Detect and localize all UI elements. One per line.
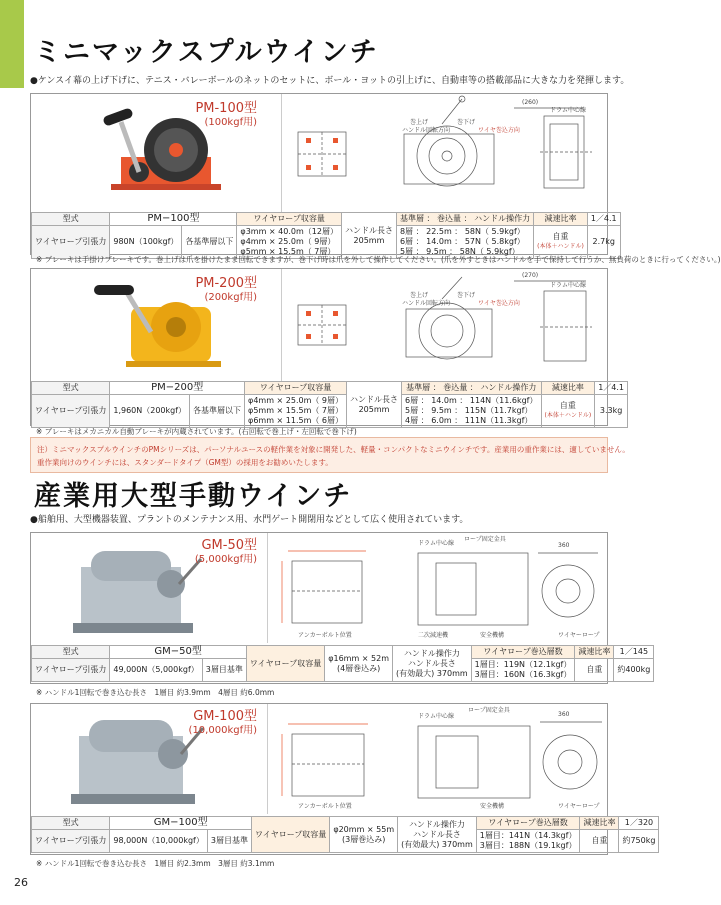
caution-note bbox=[30, 437, 630, 473]
gm50-card bbox=[30, 532, 651, 684]
gm100-card bbox=[30, 703, 656, 855]
pm200-dim-270: (270) bbox=[522, 272, 539, 279]
gm100-model-title: GM-100型 (10,000kgf用) bbox=[188, 709, 257, 736]
gm50-dim-360: 360 bbox=[558, 542, 570, 549]
gm100-spec-table: 型式 GM−100型 ワイヤロープ収容量 φ20mm × 55m (3層巻込み) ハンドル操作力 ハンドル長さ (有効最大) 370mm ワイヤロープ巻込層数 減速比率 1／320 ワイヤロープ引張力 98,000N（10,000kgf） 3層目基準 1層目：141N（14.3kgf） 3層目：188N（19.1kgf） 自重 約750kg bbox=[31, 816, 659, 853]
caution-line-2: 重作業向けのウインチには、スタンダードタイプ（GM型）の採用をお勧めいたします。 bbox=[37, 458, 333, 467]
gm100-dim-360: 360 bbox=[558, 711, 570, 718]
pm200-label-drum: ドラム中心線 bbox=[550, 282, 586, 289]
title-accent-band bbox=[0, 0, 24, 88]
gm100-label-gear: ロープ固定金具 bbox=[468, 707, 510, 714]
pm200-drawings bbox=[281, 269, 607, 381]
gm50-model-title: GM-50型 (5,000kgf用) bbox=[194, 538, 257, 565]
pm200-note: ※ ブレーキはメカニカル自動ブレーキが内蔵されています。(右回転で巻上げ・左回転で巻下げ) bbox=[36, 427, 357, 436]
gm50-label-safety: 安全機構 bbox=[480, 632, 505, 639]
gm50-label-gear: ロープ固定金具 bbox=[464, 536, 506, 543]
pm200-spec-table: 型式 PM−200型 ワイヤロープ収容量 ハンドル長さ 205mm 基準層 ： 巻込量 ： ハンドル操作力 減速比率 1／4.1 ワイヤロープ引張力 1,960N（200kgf） 各基準層以下 φ4mm × 25.0m（ 9層） φ5mm × 15.5m（ 7層） φ6mm × 11.5m（ 6層） 6層 ： 14.0m ： 114N（11.6kgf） 5層 ： 9.5m ： 115N（11.7kgf） 4層 ： 6.0m ： 111N（11.3kgf） 自重 (本体＋ハンドル) 3.3kg bbox=[31, 381, 628, 428]
gm100-label-rope: ワイヤーロープ bbox=[558, 803, 600, 810]
page-number: 26 bbox=[14, 876, 28, 889]
pm200-label-rope: ワイヤ巻込方向 bbox=[478, 300, 520, 307]
pm100-note: ※ ブレーキは手掛けブレーキです。巻上げは爪を掛けたまま回転できますが、巻下げ時は爪を外して操作してください。(爪を外すときはハンドルを手で保持して行うか、無負荷のときに行ってください。) bbox=[36, 255, 721, 264]
pm100-label-rope: ワイヤ巻込方向 bbox=[478, 127, 520, 134]
pm100-label-handle: ハンドル回転方向 bbox=[402, 127, 451, 134]
gm100-drawings bbox=[267, 704, 608, 814]
pm100-drawings bbox=[281, 94, 607, 212]
pm100-dim-260: (260) bbox=[522, 99, 539, 106]
gm50-photo bbox=[61, 539, 211, 639]
gm50-label-anchor: アンカーボルト位置 bbox=[298, 632, 352, 639]
pm200-card bbox=[30, 268, 624, 426]
pm100-spec-table: 型式 PM−100型 ワイヤロープ収容量 ハンドル長さ 205mm 基準層 ： 巻込量 ： ハンドル操作力 減速比率 1／4.1 ワイヤロープ引張力 980N（100kgf） 各基準層以下 φ3mm × 40.0m（12層） φ4mm × 25.0m（ 9層） φ5mm × 15.5m（ 7層） 8層 ： 22.5m ： 58N（ 5.9kgf） 6層 ： 14.0m ： 57N（ 5.8kgf） 5層 ： 9.5m ： 58N（ 5.9kgf） 自重 (本体＋ハンドル) 2.7kg bbox=[31, 212, 621, 259]
section-title-industrial: 産業用大型手動ウインチ bbox=[34, 481, 353, 512]
section-intro-minimax: ●ケンスイ幕の上げ下げに、テニス・バレーボールのネットのセットに、ボール・ヨットの引上げに、自動車等の搭載部品に大きな力を発揮します。 bbox=[30, 76, 630, 86]
gm100-label-drum: ドラム中心線 bbox=[418, 713, 454, 720]
pm200-label-up: 巻上げ bbox=[410, 292, 429, 299]
pm100-model-title: PM-100型 (100kgf用) bbox=[195, 101, 257, 128]
gm100-note: ※ ハンドル1回転で巻き込む長さ 1層目 約2.3mm 3層目 約3.1mm bbox=[36, 859, 275, 868]
gm50-note: ※ ハンドル1回転で巻き込む長さ 1層目 約3.9mm 4層目 約6.0mm bbox=[36, 688, 275, 697]
pm200-model-title: PM-200型 (200kgf用) bbox=[195, 276, 257, 303]
caution-line-1: 注）ミニマックスプルウインチのPMシリーズは、パーソナルユースの軽作業を対象に開発した、軽量・コンパクトなミニウインチです。産業用の重作業には、適していません。 bbox=[37, 445, 630, 454]
pm100-label-up: 巻上げ bbox=[410, 119, 429, 126]
pm200-label-down: 巻下げ bbox=[457, 292, 476, 299]
section-title-minimax: ミニマックスプルウインチ bbox=[34, 37, 379, 68]
pm100-label-down: 巻下げ bbox=[457, 119, 476, 126]
gm100-label-safety: 安全機構 bbox=[480, 803, 505, 810]
gm50-label-rope: ワイヤーロープ bbox=[558, 632, 600, 639]
gm100-label-anchor: アンカーボルト位置 bbox=[298, 803, 352, 810]
pm200-label-handle: ハンドル回転方向 bbox=[402, 300, 451, 307]
pm100-card bbox=[30, 93, 617, 256]
gm50-drawings bbox=[267, 533, 608, 643]
gm50-label-drum: ドラム中心線 bbox=[418, 540, 454, 547]
section-intro-industrial: ●船舶用、大型機器装置、プラントのメンテナンス用、水門ゲート開閉用などとして広く使用されています。 bbox=[30, 515, 469, 525]
pm100-label-drum: ドラム中心線 bbox=[550, 107, 586, 114]
gm50-spec-table: 型式 GM−50型 ワイヤロープ収容量 φ16mm × 52m (4層巻込み) ハンドル操作力 ハンドル長さ (有効最大) 370mm ワイヤロープ巻込層数 減速比率 1／145 ワイヤロープ引張力 49,000N（5,000kgf） 3層目基準 1層目：119N（12.1kgf） 3層目：160N（16.3kgf） 自重 約400kg bbox=[31, 645, 654, 682]
gm50-label-reducer: 二次減速機 bbox=[418, 632, 449, 639]
